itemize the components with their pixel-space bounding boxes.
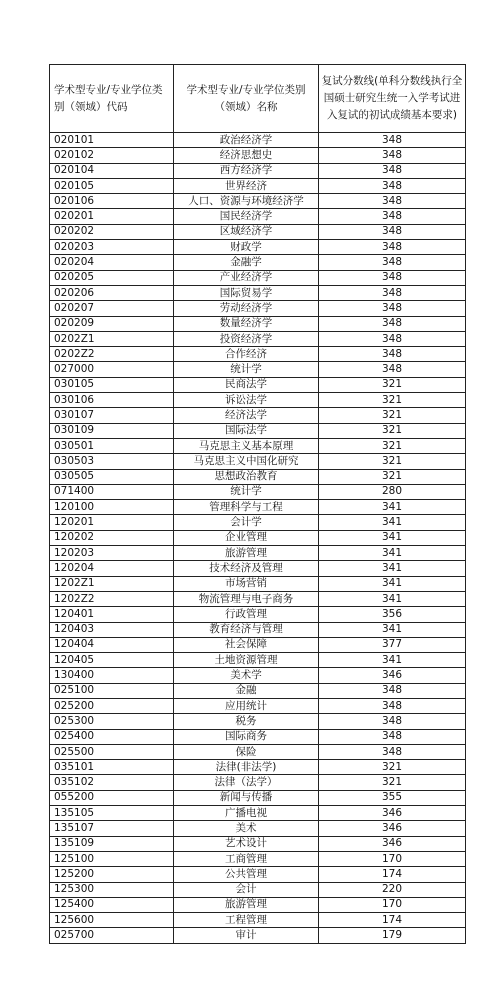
score-cell: 321 xyxy=(319,423,466,438)
code-cell: 020204 xyxy=(50,255,174,270)
name-cell: 国民经济学 xyxy=(174,209,319,224)
table-row xyxy=(50,194,466,209)
table-row xyxy=(50,897,466,912)
name-cell: 会计 xyxy=(174,882,319,897)
table-row xyxy=(50,790,466,805)
score-cell: 341 xyxy=(319,530,466,545)
code-cell: 120404 xyxy=(50,637,174,652)
name-cell: 美术学 xyxy=(174,668,319,683)
name-cell: 统计学 xyxy=(174,362,319,377)
score-cell: 348 xyxy=(319,301,466,316)
table-row xyxy=(50,270,466,285)
score-cell: 321 xyxy=(319,469,466,484)
score-cell: 321 xyxy=(319,454,466,469)
table-row xyxy=(50,653,466,668)
table-row xyxy=(50,530,466,545)
code-cell: 030503 xyxy=(50,454,174,469)
code-cell: 020102 xyxy=(50,148,174,163)
code-cell: 030105 xyxy=(50,377,174,392)
table-row xyxy=(50,882,466,897)
code-cell: 020205 xyxy=(50,270,174,285)
name-cell: 工程管理 xyxy=(174,913,319,928)
score-cell: 348 xyxy=(319,683,466,698)
code-cell: 020207 xyxy=(50,301,174,316)
name-cell: 国际贸易学 xyxy=(174,285,319,300)
name-cell: 人口、资源与环境经济学 xyxy=(174,194,319,209)
code-cell: 071400 xyxy=(50,484,174,499)
score-cell: 348 xyxy=(319,744,466,759)
score-cell: 341 xyxy=(319,622,466,637)
code-cell: 130400 xyxy=(50,668,174,683)
name-cell: 旅游管理 xyxy=(174,897,319,912)
header-row xyxy=(50,65,466,133)
score-cell: 341 xyxy=(319,653,466,668)
score-cell: 377 xyxy=(319,637,466,652)
name-cell: 劳动经济学 xyxy=(174,301,319,316)
code-cell: 135105 xyxy=(50,806,174,821)
name-cell: 法律(非法学) xyxy=(174,760,319,775)
score-cell: 348 xyxy=(319,285,466,300)
table-row xyxy=(50,607,466,622)
name-cell: 数量经济学 xyxy=(174,316,319,331)
name-cell: 投资经济学 xyxy=(174,331,319,346)
score-cell: 321 xyxy=(319,760,466,775)
code-cell: 125200 xyxy=(50,867,174,882)
header-code: 学术型专业/专业学位类别（领域）代码 xyxy=(50,65,174,133)
score-cell: 174 xyxy=(319,867,466,882)
code-cell: 035101 xyxy=(50,760,174,775)
code-cell: 120202 xyxy=(50,530,174,545)
code-cell: 025400 xyxy=(50,729,174,744)
score-cell: 348 xyxy=(319,270,466,285)
score-cell: 356 xyxy=(319,607,466,622)
code-cell: 120401 xyxy=(50,607,174,622)
name-cell: 民商法学 xyxy=(174,377,319,392)
score-cell: 280 xyxy=(319,484,466,499)
code-cell: 135107 xyxy=(50,821,174,836)
code-cell: 030107 xyxy=(50,408,174,423)
table-row xyxy=(50,683,466,698)
table-row xyxy=(50,821,466,836)
table-row xyxy=(50,148,466,163)
score-cell: 348 xyxy=(319,178,466,193)
table-row xyxy=(50,744,466,759)
table-row xyxy=(50,377,466,392)
code-cell: 025700 xyxy=(50,928,174,943)
table-row xyxy=(50,316,466,331)
score-cell: 346 xyxy=(319,821,466,836)
table-row xyxy=(50,240,466,255)
header-name: 学术型专业/专业学位类别（领域）名称 xyxy=(174,65,319,133)
code-cell: 020203 xyxy=(50,240,174,255)
name-cell: 国际商务 xyxy=(174,729,319,744)
score-cell: 348 xyxy=(319,163,466,178)
table-body xyxy=(50,133,466,944)
name-cell: 社会保障 xyxy=(174,637,319,652)
score-cell: 341 xyxy=(319,546,466,561)
score-cell: 348 xyxy=(319,133,466,148)
name-cell: 财政学 xyxy=(174,240,319,255)
score-cell: 341 xyxy=(319,576,466,591)
table-row xyxy=(50,408,466,423)
code-cell: 120201 xyxy=(50,515,174,530)
table-row xyxy=(50,591,466,606)
table-row xyxy=(50,561,466,576)
score-cell: 321 xyxy=(319,438,466,453)
table-row xyxy=(50,163,466,178)
score-cell: 348 xyxy=(319,209,466,224)
name-cell: 世界经济 xyxy=(174,178,319,193)
table-row xyxy=(50,698,466,713)
name-cell: 会计学 xyxy=(174,515,319,530)
name-cell: 管理科学与工程 xyxy=(174,500,319,515)
code-cell: 025500 xyxy=(50,744,174,759)
name-cell: 保险 xyxy=(174,744,319,759)
code-cell: 020201 xyxy=(50,209,174,224)
code-cell: 020202 xyxy=(50,224,174,239)
table-row xyxy=(50,484,466,499)
name-cell: 审计 xyxy=(174,928,319,943)
table-row xyxy=(50,622,466,637)
score-cell: 348 xyxy=(319,347,466,362)
table-row xyxy=(50,209,466,224)
code-cell: 120403 xyxy=(50,622,174,637)
score-cell: 341 xyxy=(319,515,466,530)
table-row xyxy=(50,867,466,882)
name-cell: 思想政治教育 xyxy=(174,469,319,484)
table-row xyxy=(50,806,466,821)
score-cell: 346 xyxy=(319,668,466,683)
code-cell: 020101 xyxy=(50,133,174,148)
score-cell: 348 xyxy=(319,240,466,255)
name-cell: 统计学 xyxy=(174,484,319,499)
table-row xyxy=(50,224,466,239)
name-cell: 工商管理 xyxy=(174,851,319,866)
name-cell: 艺术设计 xyxy=(174,836,319,851)
table-row xyxy=(50,515,466,530)
table-row xyxy=(50,454,466,469)
name-cell: 西方经济学 xyxy=(174,163,319,178)
code-cell: 120405 xyxy=(50,653,174,668)
score-cell: 348 xyxy=(319,714,466,729)
name-cell: 税务 xyxy=(174,714,319,729)
name-cell: 区域经济学 xyxy=(174,224,319,239)
code-cell: 055200 xyxy=(50,790,174,805)
score-cell: 341 xyxy=(319,500,466,515)
score-cell: 348 xyxy=(319,729,466,744)
code-cell: 120204 xyxy=(50,561,174,576)
code-cell: 030501 xyxy=(50,438,174,453)
score-cell: 170 xyxy=(319,851,466,866)
name-cell: 政治经济学 xyxy=(174,133,319,148)
table-row xyxy=(50,714,466,729)
score-cell: 321 xyxy=(319,377,466,392)
score-cell: 348 xyxy=(319,194,466,209)
table-row xyxy=(50,576,466,591)
code-cell: 1202Z1 xyxy=(50,576,174,591)
score-cell: 321 xyxy=(319,408,466,423)
name-cell: 国际法学 xyxy=(174,423,319,438)
name-cell: 市场营销 xyxy=(174,576,319,591)
code-cell: 135109 xyxy=(50,836,174,851)
table-row xyxy=(50,301,466,316)
table-row xyxy=(50,285,466,300)
code-cell: 0202Z2 xyxy=(50,347,174,362)
name-cell: 广播电视 xyxy=(174,806,319,821)
table-row xyxy=(50,500,466,515)
table-row xyxy=(50,255,466,270)
code-cell: 035102 xyxy=(50,775,174,790)
table-row xyxy=(50,546,466,561)
code-cell: 025200 xyxy=(50,698,174,713)
name-cell: 企业管理 xyxy=(174,530,319,545)
code-cell: 125600 xyxy=(50,913,174,928)
table-row xyxy=(50,913,466,928)
name-cell: 马克思主义基本原理 xyxy=(174,438,319,453)
score-table xyxy=(49,64,466,944)
code-cell: 020106 xyxy=(50,194,174,209)
table-row xyxy=(50,775,466,790)
code-cell: 030106 xyxy=(50,393,174,408)
table-row xyxy=(50,331,466,346)
name-cell: 行政管理 xyxy=(174,607,319,622)
score-cell: 348 xyxy=(319,255,466,270)
name-cell: 物流管理与电子商务 xyxy=(174,591,319,606)
table-row xyxy=(50,178,466,193)
table-row xyxy=(50,347,466,362)
name-cell: 经济思想史 xyxy=(174,148,319,163)
table-row xyxy=(50,729,466,744)
name-cell: 金融学 xyxy=(174,255,319,270)
score-cell: 321 xyxy=(319,775,466,790)
score-cell: 220 xyxy=(319,882,466,897)
table-row xyxy=(50,928,466,943)
score-cell: 346 xyxy=(319,806,466,821)
score-cell: 321 xyxy=(319,393,466,408)
table-row xyxy=(50,851,466,866)
score-cell: 348 xyxy=(319,316,466,331)
code-cell: 030505 xyxy=(50,469,174,484)
code-cell: 120203 xyxy=(50,546,174,561)
score-cell: 348 xyxy=(319,698,466,713)
name-cell: 土地资源管理 xyxy=(174,653,319,668)
name-cell: 法律（法学） xyxy=(174,775,319,790)
code-cell: 125400 xyxy=(50,897,174,912)
score-cell: 348 xyxy=(319,362,466,377)
name-cell: 应用统计 xyxy=(174,698,319,713)
table-row xyxy=(50,668,466,683)
score-cell: 348 xyxy=(319,148,466,163)
table-row xyxy=(50,760,466,775)
table-row xyxy=(50,469,466,484)
code-cell: 020104 xyxy=(50,163,174,178)
table-row xyxy=(50,836,466,851)
score-cell: 346 xyxy=(319,836,466,851)
code-cell: 020206 xyxy=(50,285,174,300)
header-score: 复试分数线(单科分数线执行全国硕士研究生统一入学考试进入复试的初试成绩基本要求) xyxy=(319,65,466,133)
code-cell: 125100 xyxy=(50,851,174,866)
score-cell: 174 xyxy=(319,913,466,928)
table-row xyxy=(50,133,466,148)
table-row xyxy=(50,423,466,438)
score-cell: 355 xyxy=(319,790,466,805)
table-row xyxy=(50,393,466,408)
table-row xyxy=(50,438,466,453)
name-cell: 公共管理 xyxy=(174,867,319,882)
name-cell: 教育经济与管理 xyxy=(174,622,319,637)
code-cell: 020209 xyxy=(50,316,174,331)
name-cell: 金融 xyxy=(174,683,319,698)
code-cell: 025300 xyxy=(50,714,174,729)
code-cell: 020105 xyxy=(50,178,174,193)
name-cell: 新闻与传播 xyxy=(174,790,319,805)
code-cell: 027000 xyxy=(50,362,174,377)
code-cell: 125300 xyxy=(50,882,174,897)
score-cell: 341 xyxy=(319,591,466,606)
score-cell: 179 xyxy=(319,928,466,943)
code-cell: 1202Z2 xyxy=(50,591,174,606)
name-cell: 马克思主义中国化研究 xyxy=(174,454,319,469)
name-cell: 美术 xyxy=(174,821,319,836)
score-cell: 348 xyxy=(319,224,466,239)
table-row xyxy=(50,362,466,377)
score-cell: 170 xyxy=(319,897,466,912)
name-cell: 产业经济学 xyxy=(174,270,319,285)
table-row xyxy=(50,637,466,652)
score-cell: 348 xyxy=(319,331,466,346)
name-cell: 经济法学 xyxy=(174,408,319,423)
code-cell: 120100 xyxy=(50,500,174,515)
code-cell: 025100 xyxy=(50,683,174,698)
name-cell: 合作经济 xyxy=(174,347,319,362)
code-cell: 030109 xyxy=(50,423,174,438)
name-cell: 技术经济及管理 xyxy=(174,561,319,576)
name-cell: 旅游管理 xyxy=(174,546,319,561)
name-cell: 诉讼法学 xyxy=(174,393,319,408)
code-cell: 0202Z1 xyxy=(50,331,174,346)
score-cell: 341 xyxy=(319,561,466,576)
